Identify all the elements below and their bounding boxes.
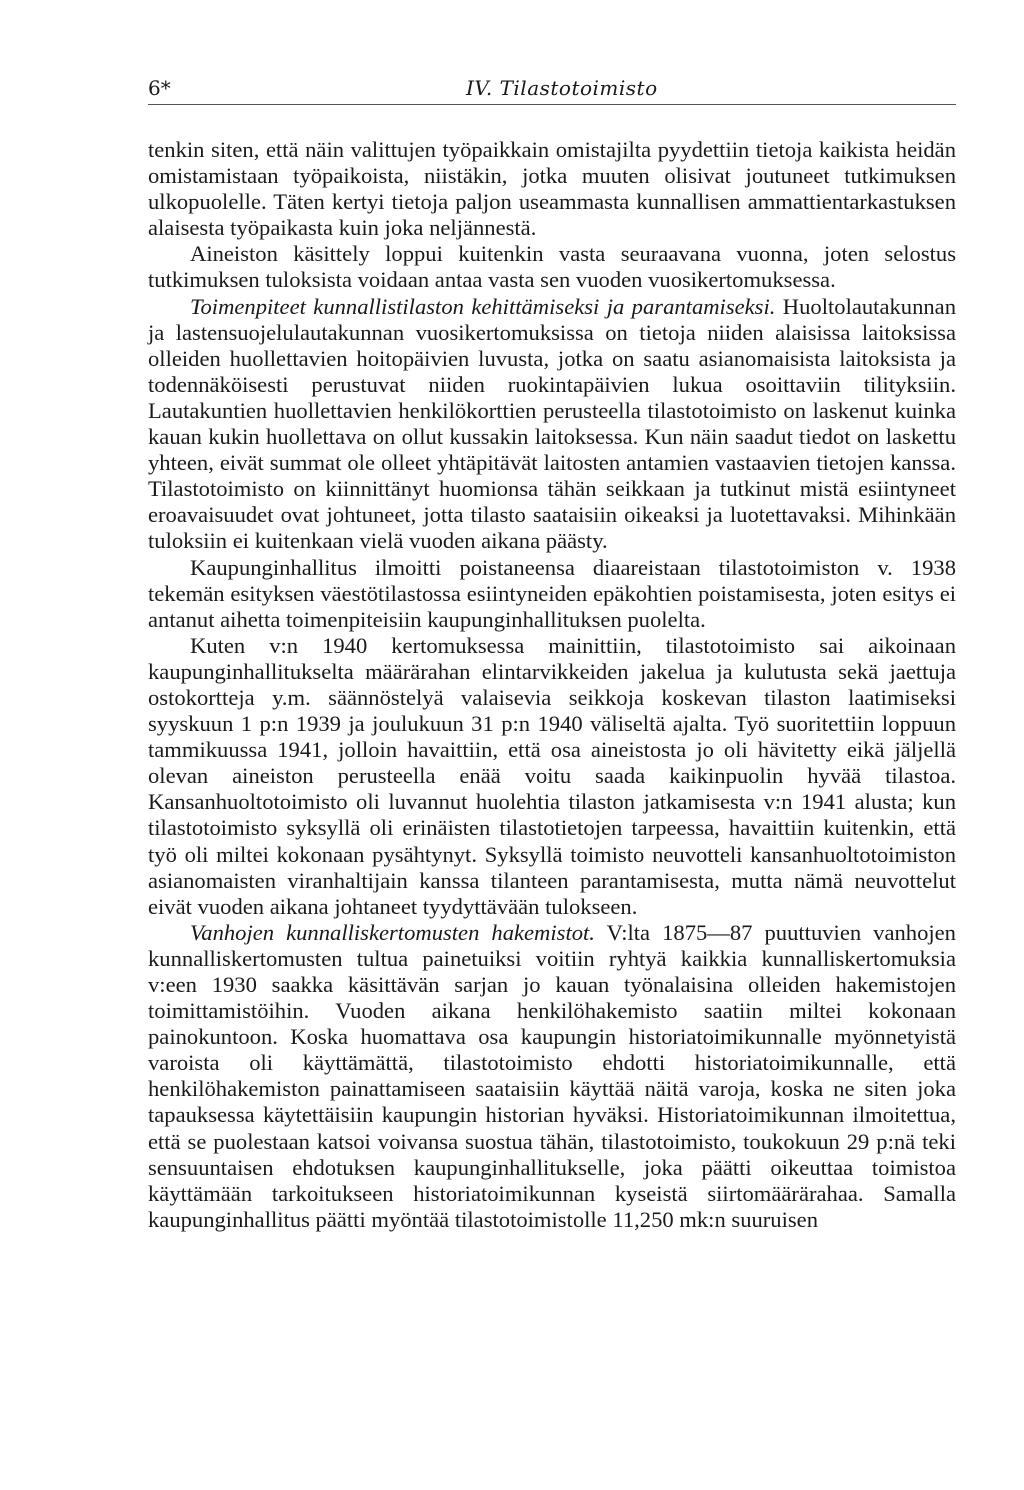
paragraph-4: Kaupunginhallitus ilmoitti poistaneensa diaareistaan tilastotoimiston v. 1938 tekemän esityksen väestötilastossa esiintyneiden epäkohtien poistamisesta, joten esitys ei antanut aihetta toimenpiteisiin kaupunginhallituksen puolelta.: [148, 554, 956, 632]
paragraph-5: Kuten v:n 1940 kertomuksessa mainittiin, tilastotoimisto sai aikoinaan kaupunginhallitukselta määrärahan elintarvikkeiden jakelua ja kulutusta sekä jaettuja ostokortteja y.m. säännöstelyä valaisevia seikkoja koskevan tilaston laatimiseksi syyskuun 1 p:n 1939 ja joulukuun 31 p:n 1940 väliseltä ajalta. Työ suoritettiin loppuun tammikuussa 1941, jolloin havaittiin, että osa aineistosta jo oli hävitetty eikä jäljellä olevan aineiston perusteella enää voitu saada kaikinpuolin hyvää tilastoa. Kansanhuoltotoimisto oli luvannut huolehtia tilaston jatkamisesta v:n 1941 alusta; kun tilastotoimisto syksyllä oli erinäisten tilastotietojen tarpeessa, havaittiin kuitenkin, että työ oli miltei kokonaan pysähtynyt. Syksyllä toimisto neuvotteli kansanhuoltotoimiston asianomaisten viranhaltijain kanssa tilanteen parantamisesta, mutta nämä neuvottelut eivät vuoden aikana johtaneet tyydyttävään tulokseen.: [148, 632, 956, 919]
paragraph-1: tenkin siten, että näin valittujen työpaikkain omistajilta pyydettiin tietoja kaikista heidän omistamistaan työpaikoista, niistäkin, jotka muuten olisivat joutuneet tutkimuksen ulkopuolelle. Täten kertyi tietoja paljon useammasta kunnallisen ammattientarkastuksen alaisesta työpaikasta kuin joka neljännestä.: [148, 137, 956, 241]
paragraph-2: Aineiston käsittely loppui kuitenkin vasta seuraavana vuonna, joten selostus tutkimuksen tuloksista voidaan antaa vasta sen vuoden vuosikertomuksessa.: [148, 241, 956, 293]
body-text: [148, 137, 956, 1233]
paragraph-6: Vanhojen kunnalliskertomusten hakemistot. V:lta 1875—87 puuttuvien vanhojen kunnalliskertomusten tultua painetuiksi voitiin ryhtyä kaikkia kunnalliskertomuksia v:een 1930 saakka käsittävän sarjan jo kauan työnalaisina olleiden hakemistojen toimittamistöihin. Vuoden aikana henkilöhakemisto saatiin miltei kokonaan painokuntoon. Koska huomattava osa kaupungin historiatoimikunnalle myönnetyistä varoista oli käyttämättä, tilastotoimisto ehdotti historiatoimikunnalle, että henkilöhakemiston painattamiseen saataisiin käyttää näitä varoja, koska ne siten joka tapauksessa käytettäisiin kaupungin historian hyväksi. Historiatoimikunnan ilmoitettua, että se puolestaan katsoi voivansa suostua tähän, tilastotoimisto, toukokuun 29 p:nä teki sensuuntaisen ehdotuksen kaupunginhallitukselle, joka päätti oikeuttaa toimistoa käyttämään tarkoitukseen historiatoimikunnan kyseistä siirtomäärärahaa. Samalla kaupunginhallitus päätti myöntää tilastotoimistolle 11,250 mk:n suuruisen: [148, 919, 956, 1232]
page-header: [148, 70, 956, 105]
section-heading: Toimenpiteet kunnallistilaston kehittämiseksi ja parantamiseksi.: [190, 293, 776, 319]
page-number: 6*: [148, 76, 171, 100]
document-page: [148, 70, 956, 1233]
section-heading: Vanhojen kunnalliskertomusten hakemistot.: [190, 919, 595, 945]
paragraph-3: Toimenpiteet kunnallistilaston kehittämiseksi ja parantamiseksi. Huoltolautakunnan ja lastensuojelulautakunnan vuosikertomuksissa on tietoja niiden alaisissa laitoksissa olleiden huollettavien hoitopäivien luvusta, jotka on saatu asianomaisista laitoksista ja todennäköisesti perustuvat niiden ruokintapäivien lukua osoittaviin tilityksiin. Lautakuntien huollettavien henkilökorttien perusteella tilastotoimisto on laskenut kuinka kauan kukin huollettava on ollut kussakin laitoksessa. Kun näin saadut tiedot on laskettu yhteen, eivät summat ole olleet yhtäpitävät laitosten antamien vastaavien tietojen kanssa. Tilastotoimisto on kiinnittänyt huomionsa tähän seikkaan ja tutkinut mistä esiintyneet eroavaisuudet ovat johtuneet, jotta tilasto saataisiin oikeaksi ja luotettavaksi. Mihinkään tuloksiin ei kuitenkaan vielä vuoden aikana päästy.: [148, 293, 956, 554]
running-title: IV. Tilastotoimisto: [466, 76, 658, 100]
